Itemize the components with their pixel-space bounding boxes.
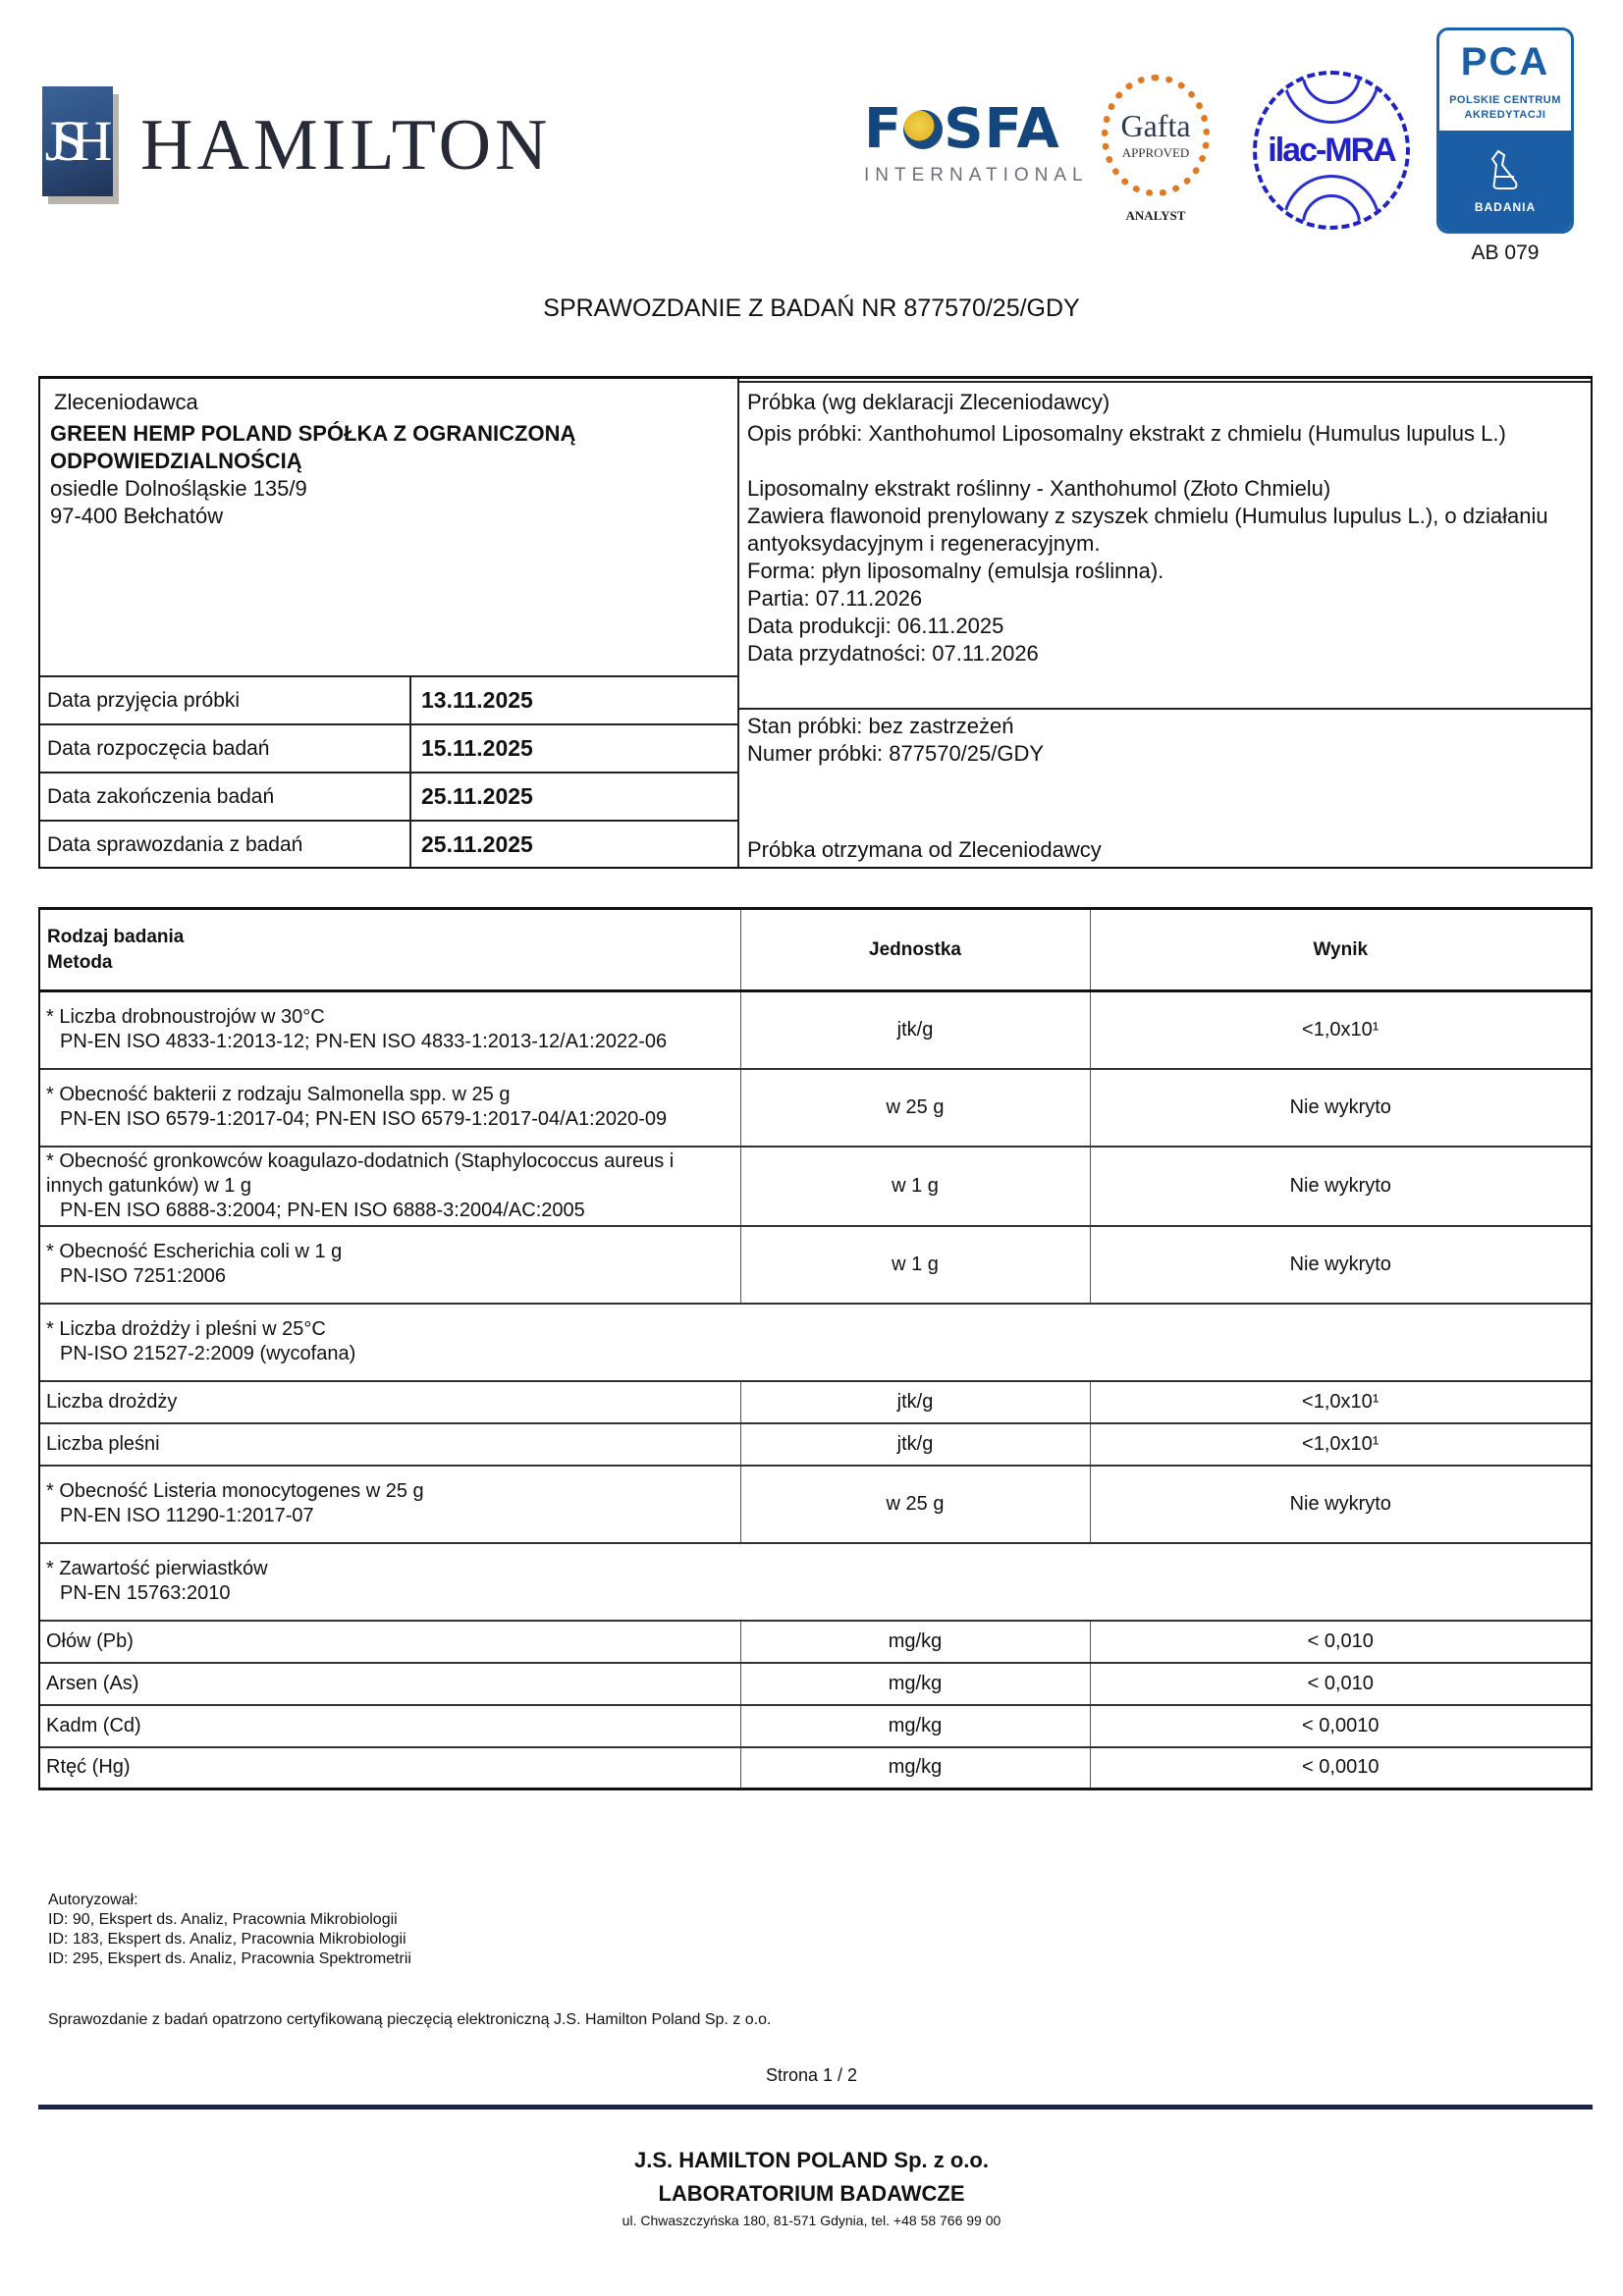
authorization-label: Autoryzował:: [48, 1892, 138, 1908]
sample-expiry-date: Data przydatności: 07.11.2026: [747, 641, 1039, 666]
table-row: Liczba drożdży jtk/g <1,0x10¹: [39, 1381, 1592, 1423]
sample-number: Numer próbki: 877570/25/GDY: [747, 741, 1045, 766]
fosfa-wordmark: F SFA: [864, 97, 1060, 161]
globe-icon: [903, 110, 943, 149]
header-test-method: Rodzaj badania Metoda: [39, 909, 740, 991]
flask-icon: [1490, 149, 1520, 190]
date-row-end: Data zakończenia badań 25.11.2025: [40, 772, 737, 820]
ilac-wordmark: ilac-MRA: [1268, 131, 1395, 169]
info-block: [38, 376, 1593, 869]
client-name: GREEN HEMP POLAND SPÓŁKA Z OGRANICZONĄ ODPOWIEDZIALNOŚCIĄ: [50, 421, 576, 473]
date-row-report: Data sprawozdania z badań 25.11.2025: [40, 820, 737, 868]
table-row: Kadm (Cd) mg/kg < 0,0010: [39, 1705, 1592, 1747]
dates-table: [40, 675, 737, 868]
date-row-received: Data przyjęcia próbki 13.11.2025: [40, 675, 737, 723]
sample-description: Opis próbki: Xanthohumol Liposomalny ekstrakt z chmielu (Humulus lupulus L.): [747, 421, 1506, 446]
sample-detail: Liposomalny ekstrakt roślinny - Xanthohumol (Złoto Chmielu): [747, 476, 1331, 501]
ilac-mra-logo: [1253, 71, 1410, 230]
gafta-analyst: ANALYST: [1125, 208, 1186, 223]
results-header-row: [39, 909, 1592, 991]
table-group-row: * Zawartość pierwiastków PN-EN 15763:2010: [39, 1543, 1592, 1621]
report-title: SPRAWOZDANIE Z BADAŃ NR 877570/25/GDY: [543, 294, 1080, 322]
table-group-row: * Liczba drożdży i pleśni w 25°C PN-ISO 21527-2:2009 (wycofana): [39, 1304, 1592, 1381]
sample-production-date: Data produkcji: 06.11.2025: [747, 614, 1004, 638]
sample-section: [737, 379, 1591, 867]
table-row: * Liczba drobnoustrojów w 30°C PN-EN ISO 4833-1:2013-12; PN-EN ISO 4833-1:2013-12/A1:2022-06 jtk/g <1,0x10¹: [39, 991, 1592, 1069]
electronic-seal-note: Sprawozdanie z badań opatrzono certyfikowaną pieczęcią elektroniczną J.S. Hamilton Poland Sp. z o.o.: [48, 2011, 772, 2028]
client-address-line1: osiedle Dolnośląskie 135/9: [50, 476, 307, 501]
wheat-wreath-icon: [1102, 75, 1210, 196]
client-section: [40, 379, 737, 675]
hamilton-wordmark: HAMILTON: [140, 105, 552, 186]
footer-lab: LABORATORIUM BADAWCZE: [658, 2181, 965, 2206]
table-row: Liczba pleśni jtk/g <1,0x10¹: [39, 1423, 1592, 1466]
results-table: [38, 907, 1593, 1790]
fosfa-logo: [864, 97, 1089, 187]
ilac-circle-icon: [1253, 71, 1410, 230]
accreditation-code: AB 079: [1471, 241, 1540, 264]
pca-wordmark: PCA: [1460, 40, 1550, 83]
signer: ID: 183, Ekspert ds. Analiz, Pracownia Mikrobiologii: [48, 1931, 406, 1948]
header-result: Wynik: [1090, 909, 1592, 991]
client-address-line2: 97-400 Bełchatów: [50, 504, 224, 528]
footer-company: J.S. HAMILTON POLAND Sp. z o.o.: [634, 2148, 989, 2172]
signer: ID: 295, Ekspert ds. Analiz, Pracownia Spektrometrii: [48, 1950, 411, 1967]
table-row: * Obecność bakterii z rodzaju Salmonella spp. w 25 g PN-EN ISO 6579-1:2017-04; PN-EN ISO 6579-1:2017-04/A1:2020-09 w 25 g Nie wykryto: [39, 1069, 1592, 1147]
table-row: Rtęć (Hg) mg/kg < 0,0010: [39, 1747, 1592, 1789]
date-row-start: Data rozpoczęcia badań 15.11.2025: [40, 723, 737, 772]
pca-scope: BADANIA: [1474, 200, 1537, 214]
page-number: Strona 1 / 2: [765, 2065, 858, 2085]
gafta-wordmark: Gafta: [1120, 108, 1191, 143]
fosfa-subtitle: INTERNATIONAL: [864, 165, 1089, 186]
sample-header: Próbka (wg deklaracji Zleceniodawcy): [747, 390, 1110, 414]
client-label: Zleceniodawca: [54, 390, 198, 414]
footer: [0, 2144, 1623, 2228]
sample-detail: Forma: płyn liposomalny (emulsja roślinna).: [747, 559, 1164, 583]
jsh-monogram-icon: JSH: [42, 86, 113, 196]
sample-condition: Stan próbki: bez zastrzeżeń: [747, 714, 1014, 738]
table-row: * Obecność Listeria monocytogenes w 25 g PN-EN ISO 11290-1:2017-07 w 25 g Nie wykryto: [39, 1466, 1592, 1543]
sample-detail: Zawiera flawonoid prenylowany z szyszek chmielu (Humulus lupulus L.), o działaniu antyoksydacyjnym i regeneracyjnym.: [747, 504, 1548, 556]
sample-batch: Partia: 07.11.2026: [747, 586, 923, 611]
gafta-approved: APPROVED: [1121, 145, 1190, 160]
hamilton-logo: [42, 86, 551, 196]
pca-subtitle: POLSKIE CENTRUM AKREDYTACJI: [1449, 94, 1561, 121]
header-unit: Jednostka: [740, 909, 1090, 991]
table-row: Ołów (Pb) mg/kg < 0,010: [39, 1621, 1592, 1663]
footer-address: ul. Chwaszczyńska 180, 81-571 Gdynia, tel. +48 58 766 99 00: [622, 2213, 1001, 2228]
signer: ID: 90, Ekspert ds. Analiz, Pracownia Mikrobiologii: [48, 1911, 398, 1928]
authorization-section: [48, 1891, 411, 1969]
gafta-logo: [1092, 75, 1219, 224]
sample-source: Próbka otrzymana od Zleceniodawcy: [747, 837, 1102, 862]
pca-logo: [1436, 27, 1574, 234]
table-row: * Obecność gronkowców koagulazo-dodatnich (Staphylococcus aureus i innych gatunków) w 1 g PN-EN ISO 6888-3:2004; PN-EN ISO 6888-3:2004/AC:2005 w 1 g Nie wykryto: [39, 1147, 1592, 1226]
footer-divider: [38, 2105, 1593, 2109]
table-row: * Obecność Escherichia coli w 1 g PN-ISO 7251:2006 w 1 g Nie wykryto: [39, 1226, 1592, 1304]
table-row: Arsen (As) mg/kg < 0,010: [39, 1663, 1592, 1705]
